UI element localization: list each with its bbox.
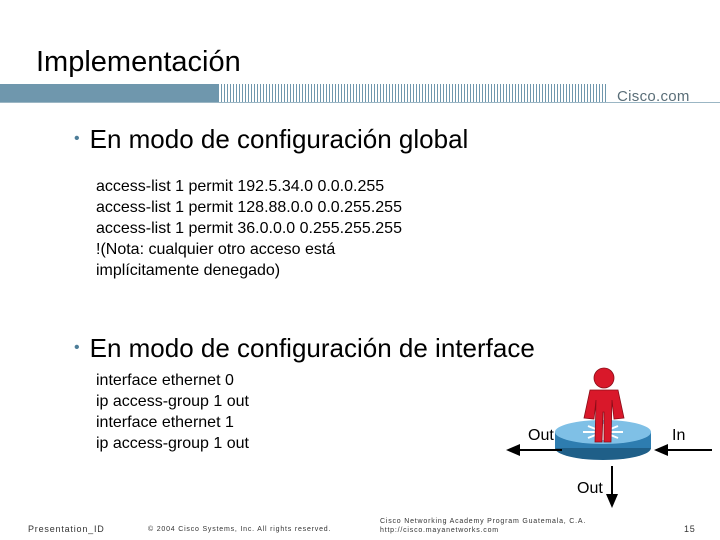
footer-presentation-id: Presentation_ID bbox=[28, 524, 105, 534]
footer-academy-line: Cisco Networking Academy Program Guatemala, C.A. bbox=[380, 518, 587, 525]
command-line: ip access-group 1 out bbox=[96, 435, 249, 452]
cisco-logo: Cisco.com bbox=[617, 88, 690, 105]
command-line: interface ethernet 1 bbox=[96, 414, 234, 431]
footer-academy bbox=[380, 517, 586, 535]
command-line: interface ethernet 0 bbox=[96, 372, 234, 389]
slide-title: Implementación bbox=[36, 46, 241, 78]
in-label-right: In bbox=[672, 427, 686, 444]
command-line: access-list 1 permit 128.88.0.0 0.0.255.255 bbox=[96, 199, 402, 216]
out-label-left: Out bbox=[528, 427, 554, 444]
bullet-dot: • bbox=[74, 130, 80, 147]
out-arrow-left bbox=[506, 444, 562, 456]
router-icon bbox=[555, 420, 651, 460]
page-number: 15 bbox=[684, 524, 696, 534]
command-line: access-list 1 permit 36.0.0.0 0.255.255.255 bbox=[96, 220, 402, 237]
command-line: access-list 1 permit 192.5.34.0 0.0.0.255 bbox=[96, 178, 385, 195]
out-label-bottom: Out bbox=[577, 480, 603, 497]
in-arrow-right bbox=[654, 444, 712, 456]
command-line: implícitamente denegado) bbox=[96, 262, 281, 279]
footer-copyright: © 2004 Cisco Systems, Inc. All rights reserved. bbox=[148, 526, 332, 533]
command-line: ip access-group 1 out bbox=[96, 393, 249, 410]
command-line: !(Nota: cualquier otro acceso está bbox=[96, 241, 336, 258]
bullet-dot: • bbox=[74, 339, 80, 356]
bullet-global-heading: En modo de configuración global bbox=[89, 124, 469, 154]
footer-academy-url: http://cisco.mayanetworks.com bbox=[380, 527, 499, 534]
bullet-interface-heading: En modo de configuración de interface bbox=[89, 333, 535, 363]
out-arrow-down bbox=[606, 466, 618, 508]
